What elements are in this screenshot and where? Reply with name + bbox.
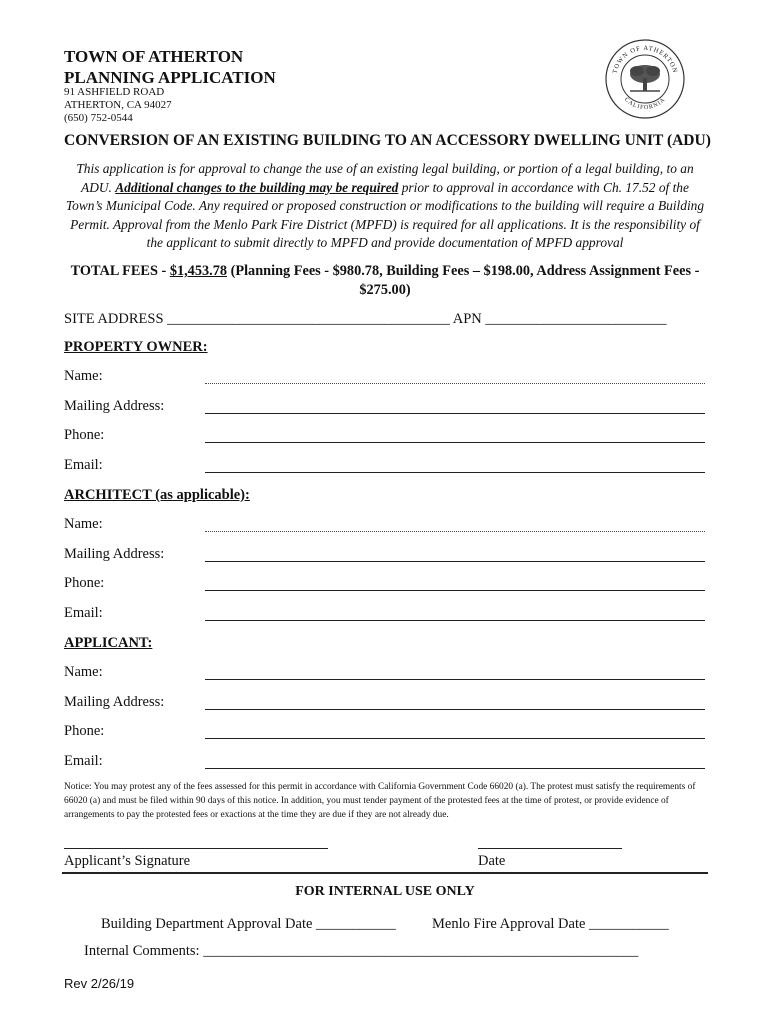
architect-email-field[interactable] <box>205 620 705 621</box>
applicant-mailing-label: Mailing Address: <box>64 694 165 710</box>
fees-details: (Planning Fees - $980.78, Building Fees – $198.00, Address Assignment Fees - $275.00) <box>227 263 700 298</box>
apn-field[interactable]: _________________________ <box>485 311 667 327</box>
total-fees <box>62 262 708 300</box>
site-address-field[interactable]: _______________________________________ <box>167 311 450 327</box>
applicant-phone-label: Phone: <box>64 723 105 739</box>
architect-phone-label: Phone: <box>64 575 105 591</box>
signature-date-field[interactable] <box>478 848 622 849</box>
applicant-mailing-field[interactable] <box>205 709 705 710</box>
fees-total: $1,453.78 <box>169 263 227 279</box>
internal-divider <box>62 872 708 874</box>
address-line-1: 91 ASHFIELD ROAD <box>64 86 165 98</box>
owner-phone-label: Phone: <box>64 427 105 443</box>
owner-mailing-label: Mailing Address: <box>64 398 165 414</box>
internal-comments-row <box>84 943 638 960</box>
building-approval-date[interactable]: Building Department Approval Date ___________ <box>101 916 396 932</box>
owner-email-label: Email: <box>64 457 103 473</box>
architect-mailing-field[interactable] <box>205 561 705 562</box>
seal-top-text: TOWN OF ATHERTON <box>611 44 679 75</box>
applicant-signature-field[interactable] <box>64 848 328 849</box>
seal-bottom-text: CALIFORNIA <box>623 96 667 112</box>
applicant-email-label: Email: <box>64 753 103 769</box>
owner-email-field[interactable] <box>205 472 705 473</box>
applicant-name-label: Name: <box>64 664 103 680</box>
architect-phone-field[interactable] <box>205 590 705 591</box>
svg-text:CALIFORNIA <box>623 97 667 111</box>
fees-prefix: TOTAL FEES - <box>70 263 170 279</box>
signature-date-label: Date <box>478 853 506 869</box>
architect-name-field[interactable] <box>205 531 705 532</box>
internal-use-title: FOR INTERNAL USE ONLY <box>295 884 475 899</box>
intro-text-2: prior to approval in accordance with Ch. 17.52 of the Town’s Municipal Code. Any required or proposed construction or modifications to the building will require a Building Permit. Approval from the Menlo Park Fire District (MPFD) is required for all applications. It is the responsibility of the applicant to submit directly to MPFD and provide documentation of MPFD approval <box>65 179 705 250</box>
applicant-phone-field[interactable] <box>205 738 705 739</box>
owner-name-label: Name: <box>64 368 103 384</box>
intro-text-1: This application is for approval to change the use of an existing legal building, or portion of a legal building, to an ADU. <box>76 161 694 195</box>
site-address-row <box>64 311 667 328</box>
owner-name-field[interactable] <box>205 383 705 384</box>
applicant-email-field[interactable] <box>205 768 705 769</box>
site-address-label: SITE ADDRESS <box>64 311 164 327</box>
applicant-heading: APPLICANT: <box>64 635 153 651</box>
owner-mailing-field[interactable] <box>205 413 705 414</box>
fire-approval-date[interactable]: Menlo Fire Approval Date ___________ <box>432 916 669 932</box>
property-owner-heading: PROPERTY OWNER: <box>64 339 208 355</box>
architect-heading: ARCHITECT (as applicable): <box>64 487 250 503</box>
title-line-1: TOWN OF ATHERTON <box>64 47 244 66</box>
owner-phone-field[interactable] <box>205 442 705 443</box>
applicant-name-field[interactable] <box>205 679 705 680</box>
revision-date: Rev 2/26/19 <box>64 976 135 991</box>
applicant-signature-label: Applicant’s Signature <box>64 853 191 869</box>
fee-protest-notice: Notice: You may protest any of the fees assessed for this permit in accordance with California Government Code 66020 (a). The protest must satisfy the requirements of 66020 (a) and must be filed within 90 days of this notice. In addition, you must tender payment of the protested fees at the time of protest, or provide evidence of arrangements to pay the protested fees or exactions at the time they are due if they are not already due. <box>64 782 696 820</box>
town-address <box>64 86 172 125</box>
town-phone: (650) 752-0544 <box>64 112 133 124</box>
form-title: CONVERSION OF AN EXISTING BUILDING TO AN ACCESSORY DWELLING UNIT (ADU) <box>64 132 711 149</box>
intro-emphasis: Additional changes to the building may be required <box>115 179 399 195</box>
apn-label: APN <box>452 311 482 327</box>
town-seal-icon <box>604 38 686 120</box>
architect-mailing-label: Mailing Address: <box>64 546 165 562</box>
town-title <box>64 46 276 88</box>
title-line-2: PLANNING APPLICATION <box>64 68 276 87</box>
architect-name-label: Name: <box>64 516 103 532</box>
architect-email-label: Email: <box>64 605 103 621</box>
intro-paragraph <box>62 160 708 253</box>
address-line-2: ATHERTON, CA 94027 <box>64 99 172 111</box>
internal-comments-label: Internal Comments: <box>84 943 204 959</box>
internal-comments-field[interactable]: ____________________________________________________________ <box>203 943 639 959</box>
